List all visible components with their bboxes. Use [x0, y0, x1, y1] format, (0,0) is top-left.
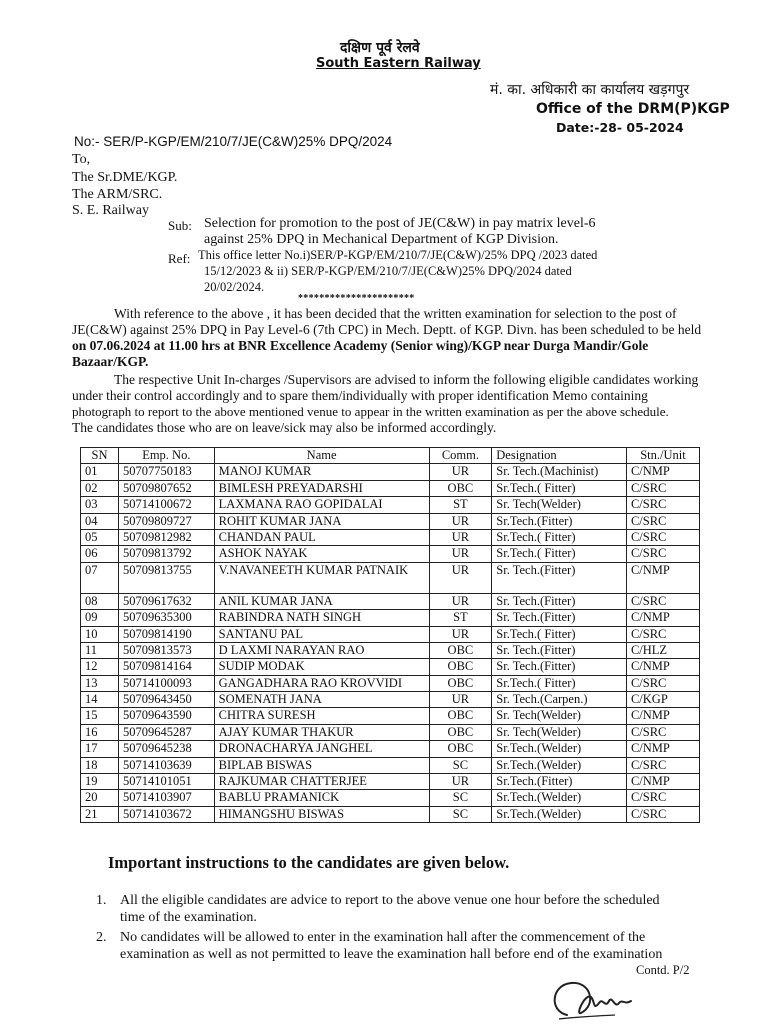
cell-comm: SC [429, 790, 492, 806]
cell-designation: Sr.Tech.( Fitter) [492, 626, 627, 642]
para1-line2: JE(C&W) against 25% DPQ in Pay Level-6 (7th CPC) in Mech. Deptt. of KGP. Divn. has been scheduled to be held [72, 322, 702, 337]
cell-stn-unit: C/NMP [626, 708, 699, 724]
cell-name: LAXMANA RAO GOPIDALAI [214, 497, 429, 513]
cell-comm: UR [429, 593, 492, 609]
cell-sn: 20 [81, 790, 119, 806]
cell-sn: 10 [81, 626, 119, 642]
cell-designation: Sr. Tech.(Fitter) [492, 659, 627, 675]
cell-designation: Sr.Tech.( Fitter) [492, 675, 627, 691]
cell-comm: UR [429, 626, 492, 642]
cell-name: V.NAVANEETH KUMAR PATNAIK [214, 562, 429, 593]
table-row [81, 806, 700, 822]
cell-name: DRONACHARYA JANGHEL [214, 741, 429, 757]
cell-sn: 16 [81, 724, 119, 740]
cell-sn: 17 [81, 741, 119, 757]
cell-comm: OBC [429, 642, 492, 658]
cell-sn: 14 [81, 692, 119, 708]
cell-designation: Sr.Tech.(Fitter) [492, 513, 627, 529]
table-row [81, 497, 700, 513]
cell-stn-unit: C/NMP [626, 741, 699, 757]
ref-line-3: 20/02/2024. [204, 280, 265, 294]
table-row [81, 724, 700, 740]
signature [545, 975, 655, 1021]
cell-emp-no: 50714100093 [119, 675, 215, 691]
cell-stn-unit: C/SRC [626, 513, 699, 529]
table-row [81, 741, 700, 757]
table-row [81, 546, 700, 562]
cell-comm: OBC [429, 480, 492, 496]
cell-emp-no: 50709814164 [119, 659, 215, 675]
cell-stn-unit: C/SRC [626, 757, 699, 773]
ref-line-1: This office letter No.i)SER/P-KGP/EM/210/7/JE(C&W)/25% DPQ /2023 dated [198, 248, 598, 262]
cell-emp-no: 50714101051 [119, 774, 215, 790]
table-row [81, 529, 700, 545]
cell-comm: ST [429, 497, 492, 513]
cell-name: AJAY KUMAR THAKUR [214, 724, 429, 740]
subject-line-1: Selection for promotion to the post of JE(C&W) in pay matrix level-6 [204, 216, 596, 231]
para1-line1: With reference to the above , it has been decided that the written examination for selection to the post of [114, 306, 677, 321]
candidate-table [80, 447, 700, 823]
para2-line2: under their control accordingly and to spare them/individually with proper identification Memo containing [72, 388, 648, 403]
cell-emp-no: 50709643450 [119, 692, 215, 708]
cell-designation: Sr. Tech.(Fitter) [492, 642, 627, 658]
instruction-2-line-1: No candidates will be allowed to enter in the examination hall after the commencement of the [120, 930, 646, 945]
cell-emp-no: 50709813792 [119, 546, 215, 562]
para2-line1: The respective Unit In-charges /Supervisors are advised to inform the following eligible candidates working [114, 372, 699, 387]
cell-designation: Sr.Tech.(Welder) [492, 741, 627, 757]
cell-name: RAJKUMAR CHATTERJEE [214, 774, 429, 790]
cell-emp-no: 50714103639 [119, 757, 215, 773]
cell-comm: SC [429, 757, 492, 773]
subject-line-2: against 25% DPQ in Mechanical Department of KGP Division. [204, 232, 559, 247]
cell-stn-unit: C/NMP [626, 464, 699, 480]
cell-sn: 04 [81, 513, 119, 529]
header-designation: Designation [492, 448, 627, 464]
table-row [81, 692, 700, 708]
ref-line-2: 15/12/2023 & ii) SER/P-KGP/EM/210/7/JE(C&W)25% DPQ/2024 dated [204, 264, 572, 278]
cell-name: SANTANU PAL [214, 626, 429, 642]
table-row [81, 659, 700, 675]
cell-stn-unit: C/SRC [626, 497, 699, 513]
cell-emp-no: 50709635300 [119, 610, 215, 626]
cell-sn: 21 [81, 806, 119, 822]
cell-stn-unit: C/SRC [626, 480, 699, 496]
table-row [81, 642, 700, 658]
cell-name: RABINDRA NATH SINGH [214, 610, 429, 626]
table-row [81, 562, 700, 593]
cell-comm: OBC [429, 724, 492, 740]
cell-sn: 19 [81, 774, 119, 790]
cell-emp-no: 50714103672 [119, 806, 215, 822]
cell-comm: OBC [429, 675, 492, 691]
cell-stn-unit: C/SRC [626, 806, 699, 822]
cell-designation: Sr.Tech.( Fitter) [492, 480, 627, 496]
letter-date: Date:-28- 05-2024 [556, 120, 684, 135]
cell-name: SUDIP MODAK [214, 659, 429, 675]
table-header-row [81, 448, 700, 464]
cell-stn-unit: C/HLZ [626, 642, 699, 658]
cell-name: D LAXMI NARAYAN RAO [214, 642, 429, 658]
cell-name: CHANDAN PAUL [214, 529, 429, 545]
cell-emp-no: 50709645238 [119, 741, 215, 757]
instruction-2-number: 2. [96, 930, 107, 945]
cell-designation: Sr. Tech(Welder) [492, 708, 627, 724]
instruction-1-number: 1. [96, 893, 107, 908]
cell-designation: Sr.Tech.(Welder) [492, 806, 627, 822]
cell-sn: 03 [81, 497, 119, 513]
cell-emp-no: 50709643590 [119, 708, 215, 724]
cell-emp-no: 50709807652 [119, 480, 215, 496]
cell-comm: UR [429, 774, 492, 790]
cell-comm: UR [429, 562, 492, 593]
cell-stn-unit: C/SRC [626, 675, 699, 691]
table-body [81, 464, 700, 823]
table-row [81, 464, 700, 480]
cell-sn: 06 [81, 546, 119, 562]
table-row [81, 790, 700, 806]
para2-line4: The candidates those who are on leave/sick may also be informed accordingly. [72, 420, 497, 435]
table-row [81, 774, 700, 790]
recipient-2: The ARM/SRC. [72, 187, 163, 202]
cell-sn: 08 [81, 593, 119, 609]
cell-comm: OBC [429, 659, 492, 675]
cell-name: ANIL KUMAR JANA [214, 593, 429, 609]
cell-designation: Sr.Tech.( Fitter) [492, 529, 627, 545]
cell-emp-no: 50714103907 [119, 790, 215, 806]
table-row [81, 513, 700, 529]
cell-name: GANGADHARA RAO KROVVIDI [214, 675, 429, 691]
cell-designation: Sr.Tech.(Fitter) [492, 774, 627, 790]
cell-stn-unit: C/SRC [626, 790, 699, 806]
cell-name: BIMLESH PREYADARSHI [214, 480, 429, 496]
instruction-2-line-2: examination as well as not permitted to leave the examination hall before end of the examination [120, 947, 663, 962]
instruction-1-line-2: time of the examination. [120, 910, 257, 925]
table-row [81, 757, 700, 773]
cell-stn-unit: C/SRC [626, 593, 699, 609]
cell-stn-unit: C/NMP [626, 774, 699, 790]
cell-comm: ST [429, 610, 492, 626]
cell-designation: Sr. Tech.(Machinist) [492, 464, 627, 480]
cell-designation: Sr.Tech.( Fitter) [492, 546, 627, 562]
cell-sn: 02 [81, 480, 119, 496]
recipient-1: The Sr.DME/KGP. [72, 170, 178, 185]
cell-comm: OBC [429, 741, 492, 757]
cell-emp-no: 50709813755 [119, 562, 215, 593]
cell-emp-no: 50709812982 [119, 529, 215, 545]
cell-name: SOMENATH JANA [214, 692, 429, 708]
cell-emp-no: 50709645287 [119, 724, 215, 740]
table-row [81, 626, 700, 642]
cell-comm: SC [429, 806, 492, 822]
cell-designation: Sr. Tech.(Carpen.) [492, 692, 627, 708]
para1-line4: Bazaar/KGP. [72, 354, 149, 369]
separator-stars: ********************** [298, 293, 415, 304]
cell-sn: 07 [81, 562, 119, 593]
cell-designation: Sr. Tech.(Fitter) [492, 610, 627, 626]
hindi-railway-title: दक्षिण पूर्व रेलवे [340, 40, 420, 56]
cell-designation: Sr. Tech(Welder) [492, 724, 627, 740]
cell-stn-unit: C/SRC [626, 546, 699, 562]
header-emp-no: Emp. No. [119, 448, 215, 464]
instructions-heading: Important instructions to the candidates are given below. [108, 853, 510, 872]
cell-stn-unit: C/SRC [626, 724, 699, 740]
cell-sn: 01 [81, 464, 119, 480]
cell-stn-unit: C/NMP [626, 659, 699, 675]
cell-stn-unit: C/NMP [626, 610, 699, 626]
cell-comm: UR [429, 692, 492, 708]
cell-emp-no: 50707750183 [119, 464, 215, 480]
para1-line3: on 07.06.2024 at 11.00 hrs at BNR Excellence Academy (Senior wing)/KGP near Durga Mandir/Gole [72, 338, 649, 353]
cell-sn: 13 [81, 675, 119, 691]
header-name: Name [214, 448, 429, 464]
table-row [81, 675, 700, 691]
cell-sn: 11 [81, 642, 119, 658]
header-sn: SN [81, 448, 119, 464]
cell-designation: Sr. Tech.(Fitter) [492, 562, 627, 593]
cell-sn: 18 [81, 757, 119, 773]
table-row [81, 708, 700, 724]
recipient-3: S. E. Railway [72, 203, 149, 218]
para2-line3: photograph to report to the above mentioned venue to appear in the written examination as per the above schedule. [72, 404, 669, 419]
cell-designation: Sr.Tech.(Welder) [492, 757, 627, 773]
cell-stn-unit: C/NMP [626, 562, 699, 593]
cell-comm: UR [429, 464, 492, 480]
cell-comm: UR [429, 513, 492, 529]
cell-stn-unit: C/KGP [626, 692, 699, 708]
cell-designation: Sr. Tech.(Fitter) [492, 593, 627, 609]
cell-name: HIMANGSHU BISWAS [214, 806, 429, 822]
to-label: To, [72, 152, 91, 167]
cell-emp-no: 50714100672 [119, 497, 215, 513]
cell-sn: 15 [81, 708, 119, 724]
cell-designation: Sr.Tech.(Welder) [492, 790, 627, 806]
cell-emp-no: 50709809727 [119, 513, 215, 529]
cell-emp-no: 50709813573 [119, 642, 215, 658]
ref-label: Ref: [168, 251, 191, 266]
cell-comm: UR [429, 529, 492, 545]
cell-name: BIPLAB BISWAS [214, 757, 429, 773]
cell-comm: UR [429, 546, 492, 562]
cell-emp-no: 50709814190 [119, 626, 215, 642]
continued-note: Contd. P/2 [636, 963, 690, 977]
table-row [81, 610, 700, 626]
cell-name: MANOJ KUMAR [214, 464, 429, 480]
cell-name: BABLU PRAMANICK [214, 790, 429, 806]
header-stn-unit: Stn./Unit [626, 448, 699, 464]
table-row [81, 593, 700, 609]
table-row [81, 480, 700, 496]
cell-sn: 09 [81, 610, 119, 626]
hindi-office-title: मं. का. अधिकारी का कार्यालय खड़गपुर [490, 82, 690, 98]
cell-name: ASHOK NAYAK [214, 546, 429, 562]
header-comm: Comm. [429, 448, 492, 464]
cell-name: ROHIT KUMAR JANA [214, 513, 429, 529]
cell-stn-unit: C/SRC [626, 529, 699, 545]
subject-label: Sub: [168, 218, 192, 233]
office-title: Office of the DRM(P)KGP [536, 101, 730, 117]
instruction-1-line-1: All the eligible candidates are advice to report to the above venue one hour before the scheduled [120, 893, 660, 908]
cell-emp-no: 50709617632 [119, 593, 215, 609]
cell-stn-unit: C/SRC [626, 626, 699, 642]
cell-name: CHITRA SURESH [214, 708, 429, 724]
cell-comm: OBC [429, 708, 492, 724]
railway-name: South Eastern Railway [316, 56, 481, 71]
cell-designation: Sr. Tech(Welder) [492, 497, 627, 513]
cell-sn: 12 [81, 659, 119, 675]
cell-sn: 05 [81, 529, 119, 545]
reference-number: No:- SER/P-KGP/EM/210/7/JE(C&W)25% DPQ/2024 [74, 134, 393, 149]
